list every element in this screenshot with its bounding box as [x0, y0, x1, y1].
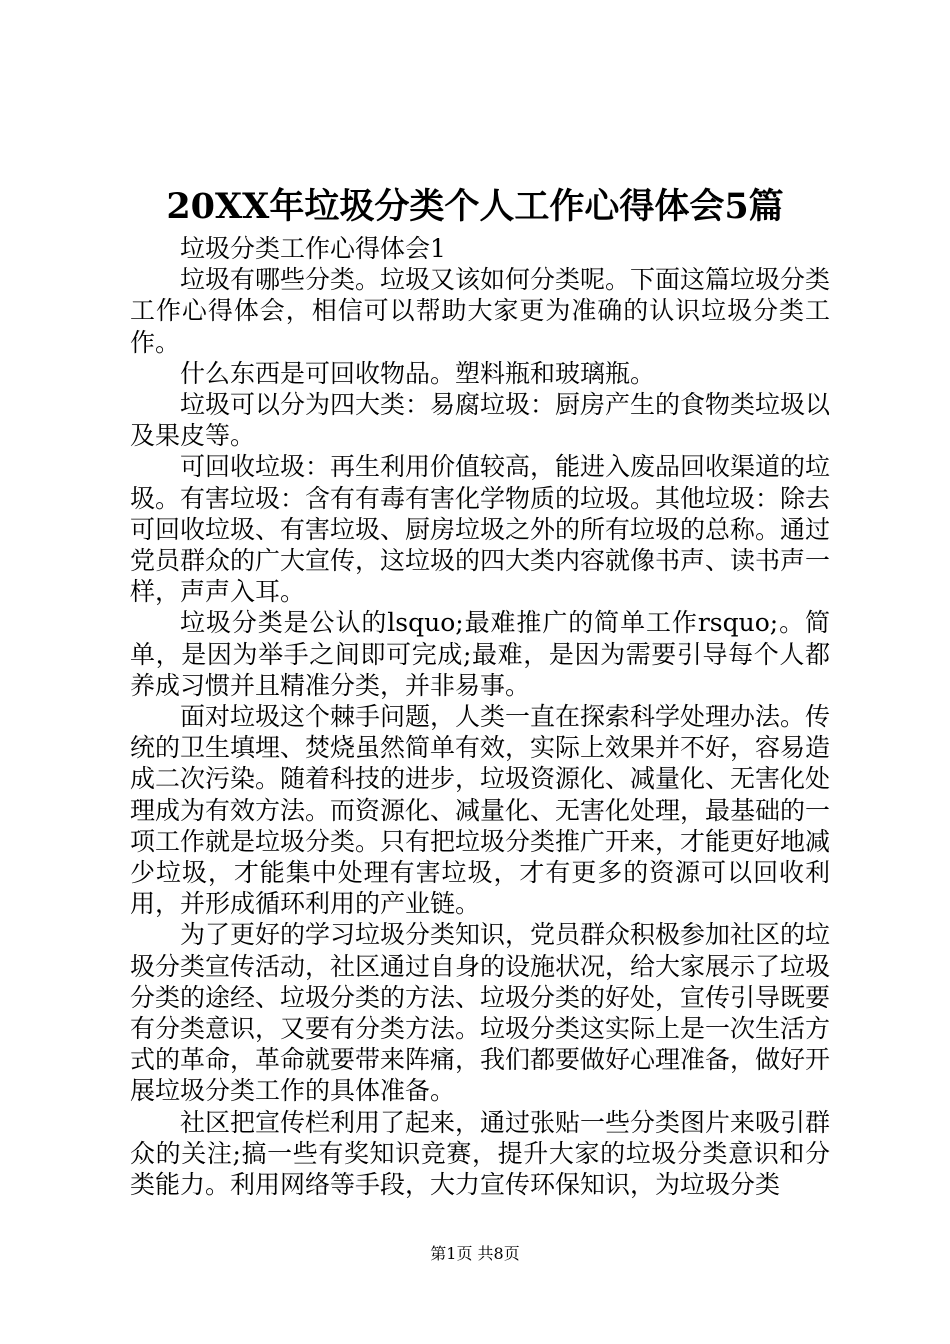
paragraph: 垃圾有哪些分类。垃圾又该如何分类呢。下面这篇垃圾分类工作心得体会，相信可以帮助大家更为准确的认识垃圾分类工作。: [130, 265, 831, 357]
paragraph: 什么东西是可回收物品。塑料瓶和玻璃瓶。: [180, 358, 656, 388]
paragraph: 可回收垃圾：再生利用价值较高，能进入废品回收渠道的垃圾。有害垃圾：含有有毒有害化学物质的垃圾。其他垃圾：除去可回收垃圾、有害垃圾、厨房垃圾之外的所有垃圾的总称。通过党员群众的广大宣传，这垃圾的四大类内容就像书声、读书声一样，声声入耳。: [130, 452, 831, 607]
document-title: 20XX年垃圾分类个人工作心得体会5篇: [166, 186, 784, 227]
page-number-footer: 第1页 共8页: [430, 1244, 520, 1263]
section-heading: 垃圾分类工作心得体会1: [180, 234, 446, 263]
paragraph: 为了更好的学习垃圾分类知识，党员群众积极参加社区的垃圾分类宣传活动，社区通过自身的设施状况，给大家展示了垃圾分类的途经、垃圾分类的方法、垃圾分类的好处，宣传引导既要有分类意识，又要有分类方法。垃圾分类这实际上是一次生活方式的革命，革命就要带来阵痛，我们都要做好心理准备，做好开展垃圾分类工作的具体准备。: [130, 920, 831, 1106]
paragraph: 垃圾可以分为四大类：易腐垃圾：厨房产生的食物类垃圾以及果皮等。: [130, 390, 831, 451]
paragraph: 面对垃圾这个棘手问题，人类一直在探索科学处理办法。传统的卫生填埋、焚烧虽然简单有效，实际上效果并不好，容易造成二次污染。随着科技的进步，垃圾资源化、减量化、无害化处理成为有效方法。而资源化、减量化、无害化处理，最基础的一项工作就是垃圾分类。只有把垃圾分类推广开来，才能更好地减少垃圾，才能集中处理有害垃圾，才有更多的资源可以回收利用，并形成循环利用的产业链。: [130, 702, 831, 919]
document-body: [130, 233, 830, 1200]
paragraph: 社区把宣传栏利用了起来，通过张贴一些分类图片来吸引群众的关注;搞一些有奖知识竞赛，提升大家的垃圾分类意识和分类能力。利用网络等手段，大力宣传环保知识，为垃圾分类: [130, 1107, 831, 1200]
paragraph: 垃圾分类是公认的lsquo;最难推广的简单工作rsquo;。简单，是因为举手之间即可完成;最难，是因为需要引导每个人都养成习惯并且精准分类，并非易事。: [130, 608, 830, 700]
